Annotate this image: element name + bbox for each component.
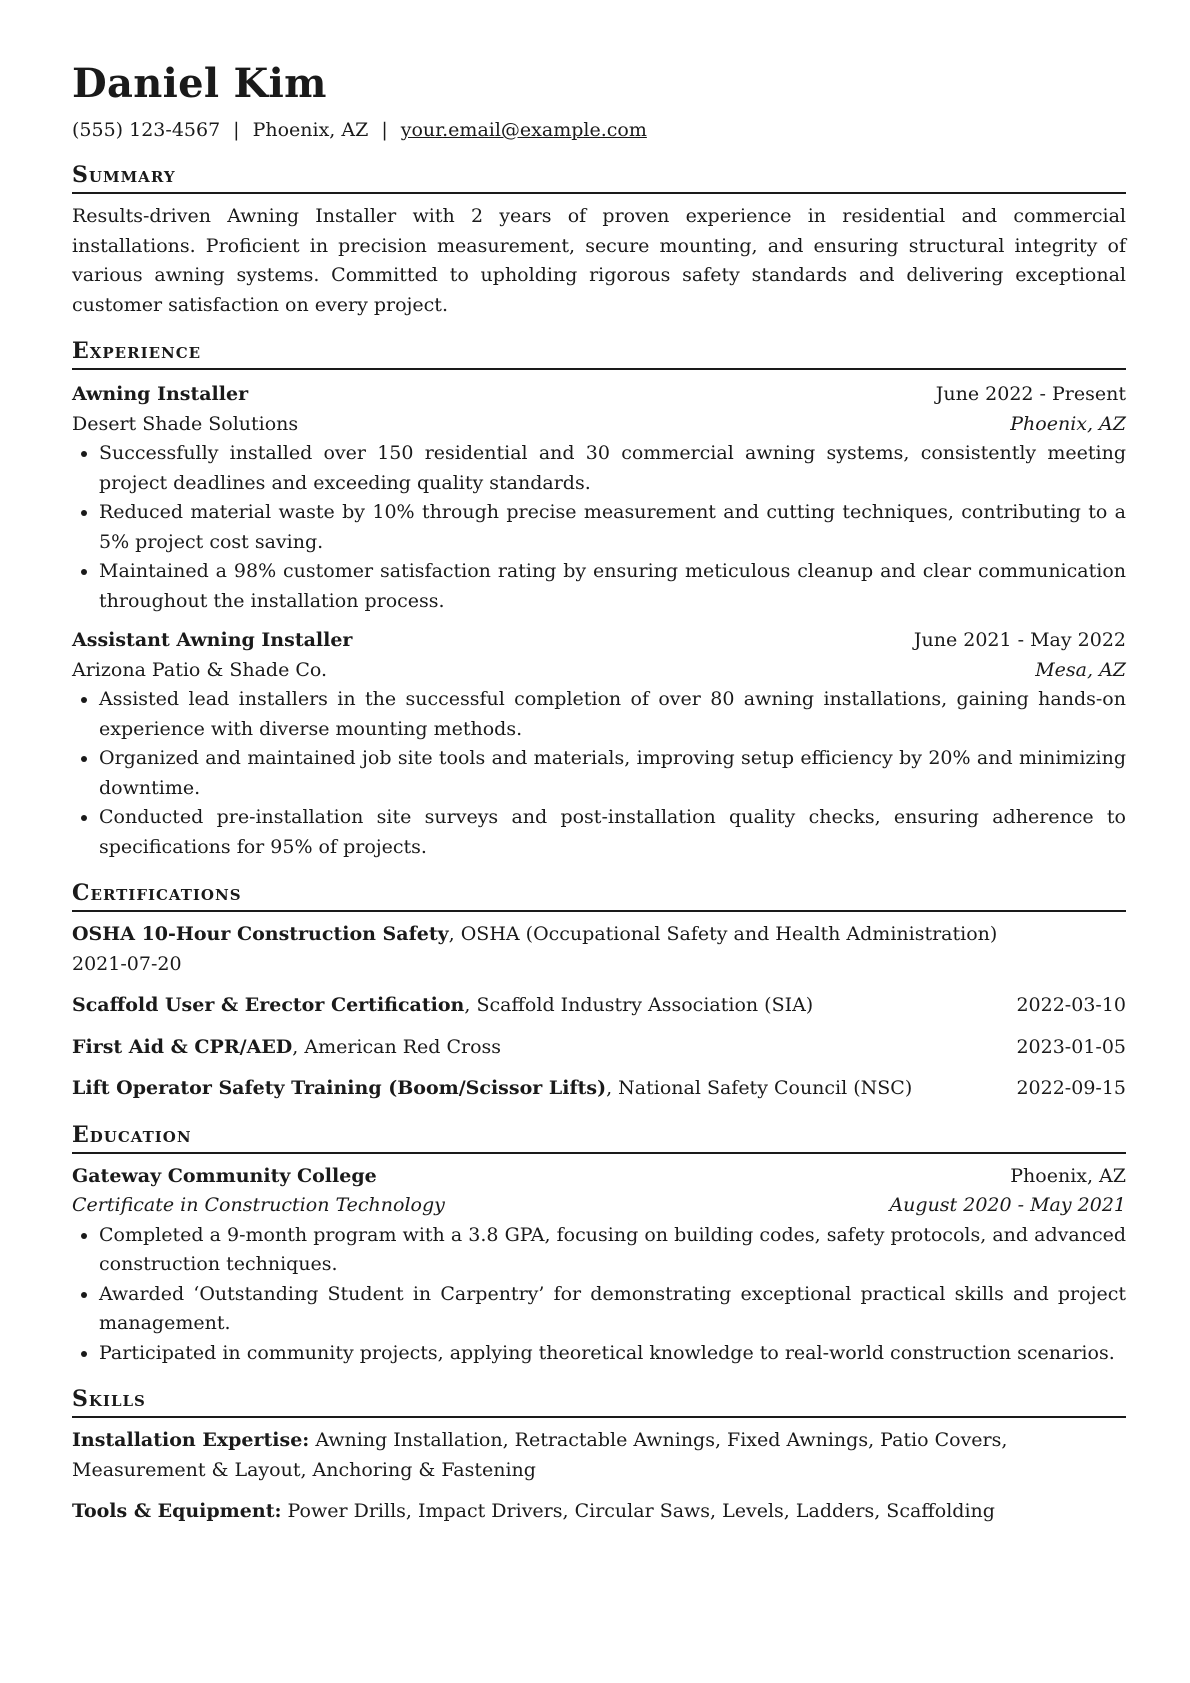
list-item: • Maintained a 98% customer satisfaction rating by ensuring meticulous cleanup and clear communication throughout the installation process. xyxy=(99,557,1126,616)
school-name: Gateway Community College xyxy=(72,1164,377,1187)
education-bullets xyxy=(72,1221,1126,1369)
job-role: Assistant Awning Installer xyxy=(72,629,353,651)
cert-date: 2022-09-15 xyxy=(1016,1077,1126,1099)
cert-entry xyxy=(72,991,1126,1021)
job-dates: June 2022 - Present xyxy=(935,383,1126,405)
list-item: • Reduced material waste by 10% through precise measurement and cutting techniques, contributing to a 5% project cost saving. xyxy=(99,498,1126,557)
education-section xyxy=(72,1120,1126,1369)
skill-label: Tools & Equipment: xyxy=(72,1500,282,1522)
skill-items: Power Drills, Impact Drivers, Circular Saws, Levels, Ladders, Scaffolding xyxy=(281,1500,995,1522)
cert-name: OSHA 10-Hour Construction Safety xyxy=(72,923,449,945)
skill-items: Awning Installation, Retractable Awnings, Fixed Awnings, Patio Covers, Measurement & Layout, Anchoring & Fastening xyxy=(72,1429,1008,1481)
list-item: • Completed a 9-month program with a 3.8 GPA, focusing on building codes, safety protocols, and advanced construction techniques. xyxy=(99,1221,1126,1280)
job-entry xyxy=(72,380,1126,616)
candidate-name: Daniel Kim xyxy=(72,60,327,107)
list-item: • Assisted lead installers in the successful completion of over 80 awning installations, gaining hands-on experience with diverse mounting methods. xyxy=(99,685,1126,744)
list-item: • Successfully installed over 150 residential and 30 commercial awning systems, consistently meeting project deadlines and exceeding quality standards. xyxy=(99,439,1126,498)
cert-name: Lift Operator Safety Training (Boom/Scissor Lifts) xyxy=(72,1077,607,1099)
location: Phoenix, AZ xyxy=(252,119,369,141)
certifications-section xyxy=(72,878,1126,1104)
cert-issuer: , American Red Cross xyxy=(292,1035,502,1058)
section-title: Summary xyxy=(72,160,1126,194)
section-title: Skills xyxy=(72,1384,1126,1418)
skill-group xyxy=(72,1426,1126,1485)
experience-section xyxy=(72,336,1126,862)
cert-issuer: , Scaffold Industry Association (SIA) xyxy=(464,994,814,1016)
cert-date: 2021-07-20 xyxy=(72,952,182,975)
list-item: • Organized and maintained job site tools and materials, improving setup efficiency by 20% and minimizing downtime. xyxy=(99,744,1126,803)
section-title: Experience xyxy=(72,336,1126,370)
job-dates: June 2021 - May 2022 xyxy=(913,629,1126,651)
list-item: • Participated in community projects, applying theoretical knowledge to real-world construction scenarios. xyxy=(99,1339,1126,1369)
degree: Certificate in Construction Technology xyxy=(72,1194,445,1216)
job-location: Mesa, AZ xyxy=(1035,658,1126,681)
separator: | xyxy=(233,119,240,141)
education-dates: August 2020 - May 2021 xyxy=(889,1194,1126,1216)
cert-entry xyxy=(72,920,1126,979)
cert-entry xyxy=(72,1074,1126,1104)
job-bullets xyxy=(72,439,1126,616)
education-entry xyxy=(72,1162,1126,1369)
cert-entry xyxy=(72,1033,1126,1063)
summary-section xyxy=(72,160,1126,320)
cert-date: 2022-03-10 xyxy=(1016,994,1126,1016)
cert-name: First Aid & CPR/AED xyxy=(72,1035,293,1058)
skill-group xyxy=(72,1497,1126,1527)
cert-issuer: , National Safety Council (NSC) xyxy=(606,1077,913,1099)
skills-section xyxy=(72,1384,1126,1527)
job-role: Awning Installer xyxy=(72,383,249,405)
job-company: Arizona Patio & Shade Co. xyxy=(72,658,328,681)
list-item: • Awarded ‘Outstanding Student in Carpentry’ for demonstrating exceptional practical skills and project management. xyxy=(99,1280,1126,1339)
job-entry xyxy=(72,626,1126,862)
school-location: Phoenix, AZ xyxy=(1010,1164,1126,1187)
section-title: Education xyxy=(72,1120,1126,1154)
summary-text: Results-driven Awning Installer with 2 years of proven experience in residential and commercial installations. Proficient in precision measurement, secure mounting, and ensuring structural integrity of various awning systems. Committed to upholding rigorous safety standards and delivering exceptional customer satisfaction on every project. xyxy=(72,205,1126,316)
cert-issuer: , OSHA (Occupational Safety and Health Administration) xyxy=(448,923,998,945)
separator: | xyxy=(381,119,388,141)
cert-date: 2023-01-05 xyxy=(1016,1035,1126,1058)
job-bullets xyxy=(72,685,1126,862)
email-link[interactable]: your.email@example.com xyxy=(400,119,647,141)
cert-name: Scaffold User & Erector Certification xyxy=(72,994,465,1016)
contact-line xyxy=(72,116,1126,144)
section-title: Certifications xyxy=(72,878,1126,912)
phone: (555) 123-4567 xyxy=(72,119,221,141)
job-company: Desert Shade Solutions xyxy=(72,412,299,435)
skill-label: Installation Expertise: xyxy=(72,1429,310,1451)
job-location: Phoenix, AZ xyxy=(1010,412,1126,435)
resume-page xyxy=(72,60,1126,1527)
list-item: • Conducted pre-installation site surveys and post-installation quality checks, ensuring adherence to specifications for 95% of projects. xyxy=(99,803,1126,862)
